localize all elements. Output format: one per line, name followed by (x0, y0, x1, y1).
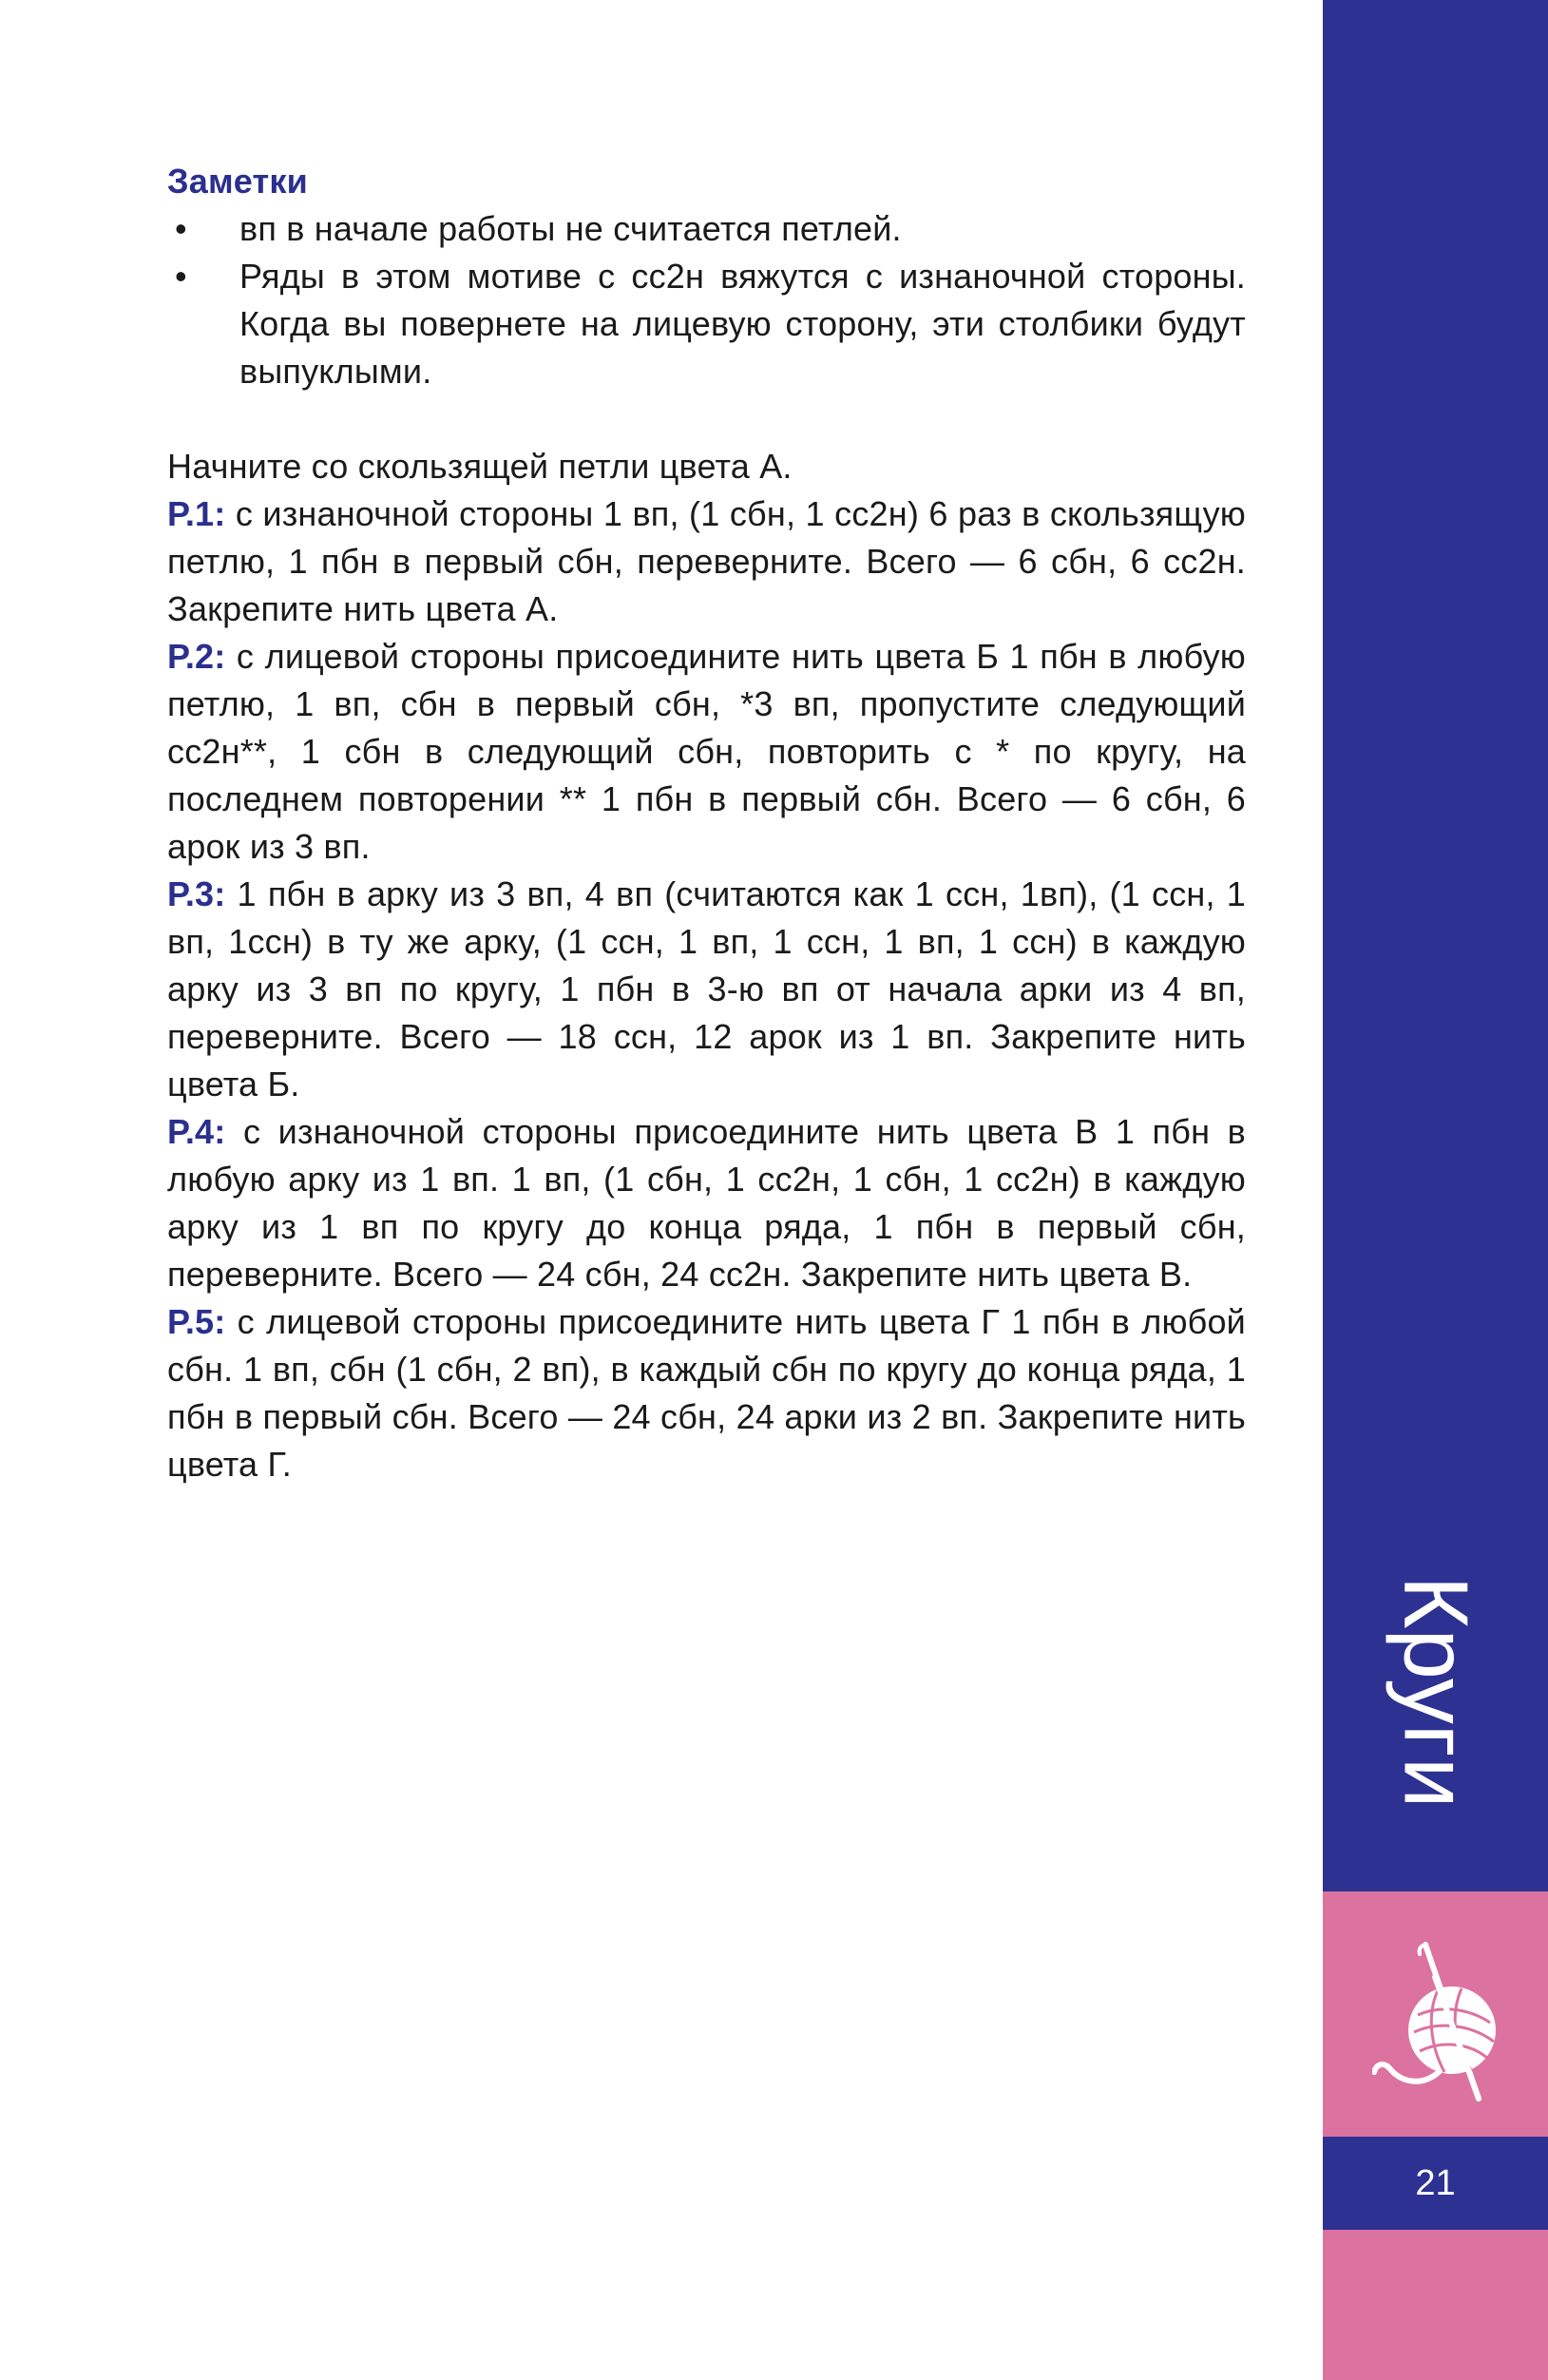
bullet-icon: • (175, 257, 187, 296)
notes-item (167, 205, 1246, 253)
row-text: с изнаночной стороны 1 вп, (1 сбн, 1 сс2н) 6 раз в скользящую петлю, 1 пбн в первый сбн, переверните. Всего — 6 сбн, 6 сс2н. Закрепите нить цвета А. (167, 494, 1246, 628)
spacer (167, 395, 1246, 443)
notes-heading: Заметки (167, 162, 308, 201)
chapter-sidebar (1323, 0, 1548, 2380)
row-text: с лицевой стороны присоедините нить цвета Г 1 пбн в любой сбн. 1 вп, сбн (1 сбн, 2 вп), в каждый сбн по кругу до конца ряда, 1 пбн в первый сбн. Всего — 24 сбн, 24 арки из 2 вп. Закрепите нить цвета Г. (167, 1302, 1246, 1484)
row-1-instruction (167, 490, 1246, 633)
row-4-instruction (167, 1108, 1246, 1298)
row-text: с лицевой стороны присоедините нить цвета Б 1 пбн в любую петлю, 1 вп, сбн в первый сбн, *3 вп, пропустите следующий сс2н**, 1 сбн в следующий сбн, повторить с * по кругу, на последнем повторении ** 1 пбн в первый сбн. Всего — 6 сбн, 6 арок из 3 вп. (167, 637, 1246, 866)
notes-item-text: вп в начале работы не считается петлей. (239, 209, 902, 248)
page-number: 21 (1415, 2163, 1456, 2203)
row-label: Р.1: (167, 494, 226, 533)
row-5-instruction (167, 1298, 1246, 1488)
row-label: Р.4: (167, 1112, 226, 1151)
chapter-title: Круги (1385, 1575, 1487, 1809)
chapter-title-box (1323, 1540, 1548, 1844)
sidebar-pink-footer (1323, 2230, 1548, 2380)
notes-item-text: Ряды в этом мотиве с сс2н вяжутся с изнаночной стороны. Когда вы повернете на лицевую сторону, эти столбики будут выпуклыми. (239, 257, 1246, 391)
row-2-instruction (167, 633, 1246, 871)
row-label: Р.2: (167, 637, 226, 676)
row-text: 1 пбн в арку из 3 вп, 4 вп (считаются как 1 ссн, 1вп), (1 ссн, 1 вп, 1ссн) в ту же арку, (1 ссн, 1 вп, 1 ссн, 1 вп, 1 ссн) в каждую арку из 3 вп по кругу, 1 пбн в 3-ю вп от начала арки из 4 вп, переверните. Всего — 18 ссн, 12 арок из 1 вп. Закрепите нить цвета Б. (167, 874, 1246, 1104)
page-content (167, 158, 1246, 1488)
row-label: Р.5: (167, 1302, 226, 1341)
row-3-instruction (167, 871, 1246, 1108)
intro-text: Начните со скользящей петли цвета А. (167, 447, 793, 486)
yarn-ball-crochet-hook-icon (1372, 1939, 1505, 2110)
notes-item (167, 253, 1246, 395)
bullet-icon: • (175, 209, 187, 248)
notes-list (167, 205, 1246, 395)
row-text: с изнаночной стороны присоедините нить цвета В 1 пбн в любую арку из 1 вп. 1 вп, (1 сбн, 1 сс2н, 1 сбн, 1 сс2н) в каждую арку из 1 вп по кругу до конца ряда, 1 пбн в первый сбн, переверните. Всего — 24 сбн, 24 сс2н. Закрепите нить цвета В. (167, 1112, 1246, 1294)
row-label: Р.3: (167, 874, 226, 913)
